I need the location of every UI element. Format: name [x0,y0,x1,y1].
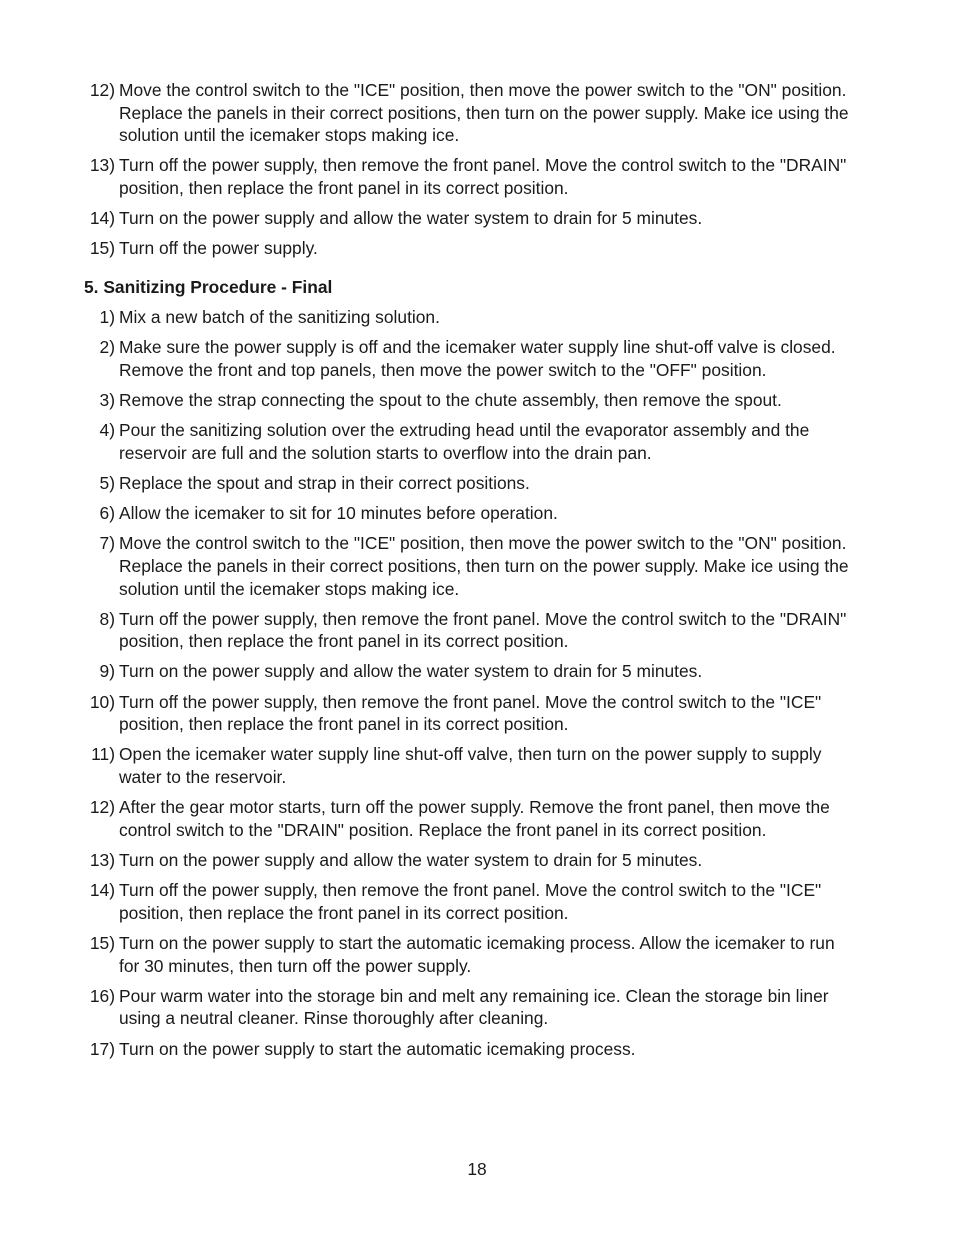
list-item [84,743,854,788]
step-text: Turn off the power supply, then remove the front panel. Move the control switch to the "ICE" position, then replace the front panel in its correct position. [119,691,822,735]
step-number: 12) [89,80,115,100]
step-number: 5) [99,472,115,493]
list-item [84,207,854,230]
step-text: Replace the spout and strap in their correct positions. [119,472,530,493]
step-text: Turn on the power supply to start the automatic icemaking process. Allow the icemaker to run for 30 minutes, then turn off the power supply. [119,932,835,976]
list-item [84,237,854,260]
step-text: Allow the icemaker to sit for 10 minutes before operation. [119,503,558,524]
step-text: Open the icemaker water supply line shut-off valve, then turn on the power supply to supply water to the reservoir. [119,744,822,788]
list-item [84,154,854,199]
step-number: 1) [99,307,115,327]
step-number: 13) [89,155,115,176]
step-number: 11) [91,744,115,765]
list-item [84,985,854,1030]
list-item [84,502,854,525]
step-text: Move the control switch to the "ICE" position, then move the power switch to the "ON" position. Replace the panels in their correct positions, then turn on the power supply. Make ice using the solution until the icemaker stops making ice. [119,533,849,599]
step-text: Pour warm water into the storage bin and melt any remaining ice. Clean the storage bin liner using a neutral cleaner. Rinse thoroughly after cleaning. [119,985,829,1029]
step-text: Turn off the power supply, then remove the front panel. Move the control switch to the "DRAIN" position, then replace the front panel in its correct position. [119,155,847,198]
list-item [84,336,854,381]
step-number: 14) [89,208,115,229]
sanitizing-steps-list [84,306,854,1068]
step-text: Turn off the power supply, then remove the front panel. Move the control switch to the "DRAIN" position, then replace the front panel in its correct position. [119,608,847,652]
step-number: 17) [89,1038,115,1059]
step-number: 6) [99,503,115,524]
step-number: 16) [89,985,115,1006]
step-number: 10) [89,691,115,712]
list-item [84,879,854,924]
step-text: Turn off the power supply. [119,238,318,259]
step-text: Turn on the power supply and allow the water system to drain for 5 minutes. [119,208,703,229]
step-text: Turn on the power supply to start the automatic icemaking process. [119,1038,636,1059]
step-number: 13) [89,850,115,870]
step-number: 2) [99,337,115,358]
step-number: 12) [89,797,115,818]
list-item [84,419,854,464]
list-item [84,532,854,600]
section-heading: 5. Sanitizing Procedure - Final [84,277,333,297]
step-number: 4) [99,420,115,441]
list-item [84,389,854,412]
list-item [84,691,854,736]
list-item [84,849,854,872]
list-item [84,608,854,653]
step-number: 9) [99,661,115,682]
step-text: Turn on the power supply and allow the water system to drain for 5 minutes. [119,850,703,870]
step-number: 15) [89,932,115,953]
step-text: Make sure the power supply is off and the icemaker water supply line shut-off valve is closed. Remove the front and top panels, then move the power switch to the "OFF" position. [119,337,836,380]
list-item [84,306,854,329]
step-text: Mix a new batch of the sanitizing solution. [119,307,440,327]
list-item [84,472,854,495]
step-text: Turn off the power supply, then remove the front panel. Move the control switch to the "ICE" position, then replace the front panel in its correct position. [119,880,822,923]
list-item [84,796,854,841]
step-number: 14) [89,880,115,901]
list-item [84,932,854,977]
step-text: After the gear motor starts, turn off the power supply. Remove the front panel, then move the control switch to the "DRAIN" position. Replace the front panel in its correct position. [119,797,830,840]
step-number: 8) [99,608,115,629]
page-number: 18 [467,1159,487,1179]
step-text: Pour the sanitizing solution over the extruding head until the evaporator assembly and the reservoir are full and the solution starts to overflow into the drain pan. [119,420,810,463]
list-item [84,660,854,683]
step-number: 15) [89,238,115,259]
step-text: Turn on the power supply and allow the water system to drain for 5 minutes. [119,661,703,682]
step-text: Remove the strap connecting the spout to the chute assembly, then remove the spout. [119,389,782,410]
step-number: 3) [99,389,115,410]
continued-steps-list [84,79,854,268]
step-number: 7) [99,533,115,554]
step-text: Move the control switch to the "ICE" position, then move the power switch to the "ON" position. Replace the panels in their correct positions, then turn on the power supply. Make ice using the solution until the icemaker stops making ice. [119,80,849,146]
list-item [84,79,854,147]
list-item [84,1038,854,1061]
